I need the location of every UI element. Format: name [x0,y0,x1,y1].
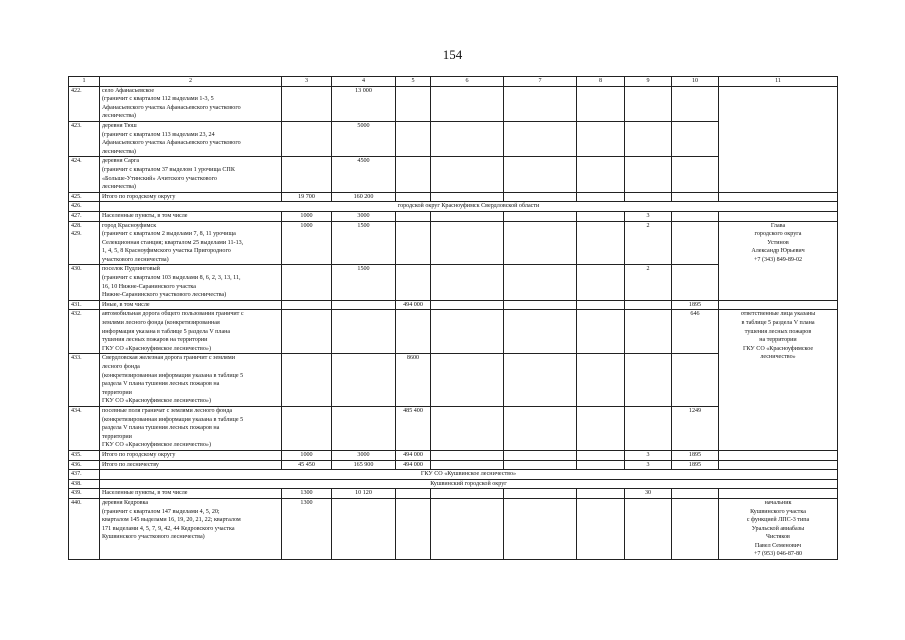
cell-col7 [504,211,577,221]
cell-col5 [396,121,431,156]
cell-col3 [282,300,332,310]
cell-col11 [719,211,838,221]
responsible-person-cell: ответственные лица указаны в таблице 5 раздела V плана тушения лесных пожаров на территории ГКУ СО «Красноуфимское лесничество» [719,310,838,451]
cell-col10 [672,265,719,300]
cell-col5: 494 000 [396,450,431,460]
cell-col8 [577,86,625,121]
cell-col9 [625,86,672,121]
cell-col7 [504,192,577,202]
settlement-name: Иные, в том числе [100,300,282,310]
cell-col4: 10 120 [332,489,396,499]
cell-col3: 1000 [282,221,332,265]
table-row [69,300,838,310]
cell-col10 [672,221,719,265]
cell-col6 [431,265,504,300]
row-number: 440. [69,498,100,559]
header-cell: 10 [672,77,719,87]
cell-col11 [719,300,838,310]
cell-col8 [577,450,625,460]
header-cell: 2 [100,77,282,87]
cell-col5 [396,498,431,559]
cell-col9 [625,498,672,559]
row-number: 438. [69,479,100,489]
table-row [69,498,838,559]
cell-col7 [504,121,577,156]
cell-col8 [577,192,625,202]
section-row [69,479,838,489]
cell-col8 [577,460,625,470]
cell-col4 [332,354,396,407]
fire-plan-table [68,76,838,560]
settlement-name: автомобильная дорога общего пользования граничит с землями лесного фонда (конкретизированная информация указана в таблице 5 раздела V плана тушения лесных пожаров на территории ГКУ СО «Красноуфимское лесничество») [100,310,282,354]
cell-col7 [504,221,577,265]
header-cell: 4 [332,77,396,87]
row-number: 428. 429. [69,221,100,265]
cell-col6 [431,300,504,310]
cell-col8 [577,300,625,310]
cell-col8 [577,121,625,156]
section-title: Кушвинский городской округ [100,479,838,489]
table-row [69,221,838,265]
responsible-person-cell: начальник Кушвинского участка с функцией ЛПС-3 типа Уральской авиабазы Чистяков Павел Семенович +7 (953) 046-87-80 [719,498,838,559]
cell-col3 [282,121,332,156]
cell-col10: 1895 [672,450,719,460]
cell-col6 [431,157,504,192]
section-title: городской округ Красноуфимск Свердловской области [100,202,838,212]
cell-col6 [431,406,504,450]
cell-col9: 3 [625,460,672,470]
cell-col5: 485 400 [396,406,431,450]
row-number: 422. [69,86,100,121]
cell-col4: 1500 [332,221,396,265]
cell-col11 [719,489,838,499]
cell-col10 [672,489,719,499]
cell-col4 [332,300,396,310]
header-cell: 9 [625,77,672,87]
row-number: 430. [69,265,100,300]
cell-col9 [625,310,672,354]
cell-col8 [577,221,625,265]
cell-col5 [396,265,431,300]
cell-col6 [431,221,504,265]
cell-col10 [672,86,719,121]
row-number: 423. [69,121,100,156]
cell-col3: 1000 [282,450,332,460]
header-cell: 5 [396,77,431,87]
settlement-name: Населенные пункты, в том числе [100,211,282,221]
cell-col10: 1895 [672,300,719,310]
cell-col8 [577,498,625,559]
cell-col8 [577,310,625,354]
cell-col6 [431,192,504,202]
cell-col6 [431,121,504,156]
cell-col6 [431,86,504,121]
cell-col4: 4500 [332,157,396,192]
cell-col10 [672,354,719,407]
settlement-name: село Афанасьевское (граничит с кварталом 112 выделами 1-3, 5 Афанасьевского участка Афанасьевского участкового лесничества) [100,86,282,121]
cell-col11 [719,192,838,202]
settlement-name: Свердловская железная дорога граничит с землями лесного фонда (конкретизированная информация указана в таблице 5 раздела V плана тушения лесных пожаров на территории ГКУ СО «Красноуфимское лесничество») [100,354,282,407]
cell-col9 [625,157,672,192]
cell-col10 [672,157,719,192]
cell-col10: 646 [672,310,719,354]
cell-col11 [719,460,838,470]
cell-col3: 1300 [282,489,332,499]
cell-col6 [431,310,504,354]
row-number: 439. [69,489,100,499]
row-number: 425. [69,192,100,202]
cell-col7 [504,460,577,470]
cell-col3: 1300 [282,498,332,559]
cell-col9: 2 [625,265,672,300]
settlement-name: поселок Пудлинговый (граничит с кварталом 103 выделами 8, 6, 2, 3, 13, 11, 16, 10 Нижне-Саранинского участка Нижне-Саранинского участкового лесничества) [100,265,282,300]
cell-col4 [332,498,396,559]
cell-col9: 30 [625,489,672,499]
cell-col8 [577,354,625,407]
table-row [69,450,838,460]
cell-col5 [396,310,431,354]
cell-col3: 19 700 [282,192,332,202]
cell-col4: 165 900 [332,460,396,470]
row-number: 427. [69,211,100,221]
cell-col5 [396,221,431,265]
table-row [69,489,838,499]
cell-col5: 8600 [396,354,431,407]
cell-col9: 3 [625,450,672,460]
settlement-name: Населенные пункты, в том числе [100,489,282,499]
header-cell: 7 [504,77,577,87]
cell-col4: 13 000 [332,86,396,121]
cell-col5 [396,489,431,499]
cell-col4: 1500 [332,265,396,300]
cell-col3 [282,86,332,121]
cell-col7 [504,354,577,407]
cell-col5 [396,157,431,192]
cell-col10 [672,121,719,156]
cell-col10 [672,192,719,202]
header-cell: 6 [431,77,504,87]
row-number: 424. [69,157,100,192]
responsible-person-cell [719,86,838,192]
cell-col7 [504,489,577,499]
cell-col5 [396,86,431,121]
cell-col3 [282,265,332,300]
cell-col10 [672,211,719,221]
responsible-person-cell: Глава городского округа Устинов Александр Юрьевич +7 (343) 849-89-02 [719,221,838,300]
cell-col9 [625,406,672,450]
header-cell: 11 [719,77,838,87]
cell-col7 [504,406,577,450]
cell-col5: 494 000 [396,300,431,310]
cell-col8 [577,157,625,192]
cell-col4: 160 200 [332,192,396,202]
cell-col7 [504,310,577,354]
cell-col10 [672,498,719,559]
section-row [69,470,838,480]
table-row [69,310,838,354]
table-row [69,192,838,202]
cell-col3 [282,310,332,354]
settlement-name: Итого по лесничеству [100,460,282,470]
page-number: 154 [442,47,463,62]
row-number: 431. [69,300,100,310]
cell-col4: 5000 [332,121,396,156]
cell-col9: 2 [625,221,672,265]
section-row [69,202,838,212]
row-number: 432. [69,310,100,354]
cell-col10: 1249 [672,406,719,450]
cell-col3 [282,354,332,407]
cell-col3: 45 450 [282,460,332,470]
settlement-name: деревня Сарга (граничит с кварталом 37 выделом 1 урочища СПК «Больше-Утинский» Ачитского участкового лесничества) [100,157,282,192]
settlement-name: деревня Кедровка (граничит с кварталом 147 выделами 4, 5, 20; кварталом 145 выделами 16, 19, 20, 21, 22; кварталом 171 выделами 4, 5, 7, 9, 42, 44 Кедровского участка Кушвинского участкового лесничества) [100,498,282,559]
cell-col4: 3000 [332,450,396,460]
row-number: 426. [69,202,100,212]
settlement-name: посевные поля граничат с землями лесного фонда (конкретизированная информация указана в таблице 5 раздела V плана тушения лесных пожаров на территории ГКУ СО «Красноуфимское лесничество») [100,406,282,450]
cell-col4 [332,310,396,354]
cell-col3 [282,406,332,450]
cell-col6 [431,211,504,221]
section-title: ГКУ СО «Кушвинское лесничество» [100,470,838,480]
settlement-name: Итого по городскому округу [100,192,282,202]
settlement-name: деревня Тюш (граничит с кварталом 113 выделами 23, 24 Афанасьевского участка Афанасьевского участкового лесничества) [100,121,282,156]
cell-col8 [577,265,625,300]
cell-col7 [504,450,577,460]
cell-col5 [396,192,431,202]
cell-col6 [431,450,504,460]
cell-col4 [332,406,396,450]
settlement-name: город Красноуфимск (граничит с кварталом 2 выделами 7, 8, 11 урочища Селекционная станция; кварталом 25 выделами 11-13, 1, 4, 5, 8 Красноуфимского участка Пригородного участкового лесничества) [100,221,282,265]
cell-col9 [625,300,672,310]
cell-col8 [577,406,625,450]
cell-col6 [431,460,504,470]
cell-col6 [431,354,504,407]
row-number: 437. [69,470,100,480]
table-row [69,460,838,470]
column-number-row [69,77,838,87]
cell-col8 [577,489,625,499]
cell-col5 [396,211,431,221]
table-row [69,211,838,221]
cell-col9 [625,354,672,407]
header-cell: 1 [69,77,100,87]
row-number: 433. [69,354,100,407]
cell-col7 [504,300,577,310]
row-number: 434. [69,406,100,450]
cell-col9 [625,192,672,202]
cell-col5: 494 000 [396,460,431,470]
cell-col3: 1000 [282,211,332,221]
cell-col6 [431,498,504,559]
cell-col8 [577,211,625,221]
cell-col3 [282,157,332,192]
settlement-name: Итого по городскому округу [100,450,282,460]
cell-col7 [504,498,577,559]
cell-col10: 1895 [672,460,719,470]
cell-col4: 3000 [332,211,396,221]
cell-col7 [504,86,577,121]
table-row [69,86,838,121]
row-number: 436. [69,460,100,470]
cell-col7 [504,157,577,192]
cell-col11 [719,450,838,460]
header-cell: 8 [577,77,625,87]
row-number: 435. [69,450,100,460]
cell-col9 [625,121,672,156]
cell-col9: 3 [625,211,672,221]
cell-col6 [431,489,504,499]
cell-col7 [504,265,577,300]
header-cell: 3 [282,77,332,87]
